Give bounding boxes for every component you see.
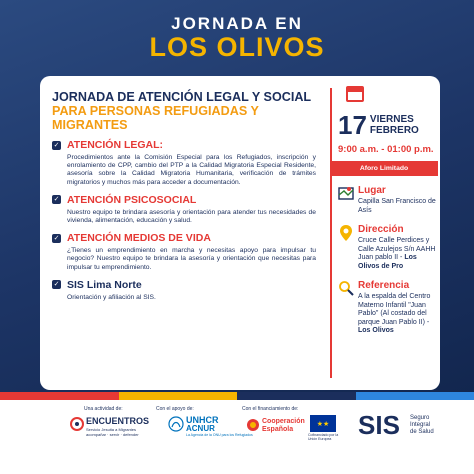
label-financiamiento: Con el financiamiento de: bbox=[242, 406, 299, 412]
encuentros-name: ENCUENTROS bbox=[86, 416, 150, 426]
section-text: Nuestro equipo te brindara asesoría y orientación para atender tus necesidades de vivienda, alimentación, educación y salud. bbox=[67, 208, 316, 225]
location-title: Lugar bbox=[358, 185, 386, 196]
section-title: SIS Lima Norte bbox=[67, 278, 142, 291]
unhcr-icon bbox=[168, 416, 184, 432]
event-time: 9:00 a.m. - 01:00 p.m. bbox=[338, 144, 434, 155]
section-text: Orientación y afiliación al SIS. bbox=[67, 293, 156, 301]
section-text: Procedimientos ante la Comisión Especial para los Refugiados, inscripción y enrolamiento de CPP, cambio del PTP a la Calidad Migratoria Especial Residente, asesoría sobre la Calidad Migratoria Humanitaria, verificación de trámites migratorios y muchos más para acceder a documentación. bbox=[67, 154, 316, 186]
unhcr-sub: La Agencia de la ONU para los Refugiados bbox=[186, 433, 253, 437]
check-icon: ✓ bbox=[53, 141, 60, 149]
magnifier-icon bbox=[338, 280, 354, 336]
day-number: 17 bbox=[338, 110, 367, 140]
acnur-text: ACNUR bbox=[186, 424, 215, 433]
label-actividad: Una actividad de: bbox=[84, 406, 123, 412]
unhcr-text: UNHCR bbox=[186, 415, 219, 425]
address-district: Los Olivos de Pro bbox=[358, 254, 417, 270]
location-block bbox=[338, 185, 436, 215]
info-card bbox=[40, 76, 440, 390]
cooperacion-line-1: Cooperación bbox=[262, 418, 305, 425]
reference-title: Referencia bbox=[358, 280, 410, 291]
section-sis bbox=[52, 279, 316, 302]
reference-block bbox=[338, 280, 436, 336]
encuentros-tag: acompañar · servir · defender bbox=[86, 432, 139, 437]
address-block bbox=[338, 224, 436, 271]
encuentros-icon bbox=[70, 417, 84, 431]
label-apoyo: Con el apoyo de: bbox=[156, 406, 194, 412]
divider bbox=[330, 88, 332, 378]
address-text: Cruce Calle Perdices y Calle Azulejos S/n AAHH Juan pablo II - Los Olivos de Pro bbox=[358, 237, 436, 270]
reference-district: Los Olivos bbox=[358, 327, 394, 334]
main-title-part-1: JORNADA DE ATENCIÓN LEGAL Y SOCIAL bbox=[52, 90, 311, 104]
check-icon: ✓ bbox=[53, 234, 60, 242]
sis-sub-2: Integral bbox=[410, 422, 431, 428]
main-title-part-2: PARA PERSONAS REFUGIADAS Y MIGRANTES bbox=[52, 104, 259, 132]
pin-icon bbox=[338, 224, 354, 271]
eu-caption: Cofinanciado por la Unión Europea bbox=[308, 433, 339, 441]
weekday: VIERNES bbox=[369, 114, 414, 125]
event-date bbox=[338, 112, 436, 138]
check-icon: ✓ bbox=[53, 281, 60, 289]
sis-sub-3: de Salud bbox=[410, 429, 434, 435]
section-medios-de-vida bbox=[52, 232, 316, 272]
sis-sub-1: Seguro bbox=[410, 415, 430, 421]
map-icon bbox=[338, 185, 354, 215]
encuentros-sub: Servicio Jesuita a Migrantes bbox=[86, 427, 137, 432]
main-title bbox=[52, 90, 316, 132]
capacity-banner: Aforo Limitado bbox=[330, 161, 438, 176]
sis-text: SIS bbox=[358, 410, 400, 440]
event-details-column bbox=[338, 86, 436, 336]
location-text: Capilla San Francisco de Asís bbox=[358, 198, 436, 214]
reference-text: A la espalda del Centro Materno Infantil "Juan Pablo" (Al costado del parque Juan Pablo II) - Los Olivos bbox=[358, 293, 431, 334]
calendar-icon bbox=[346, 86, 364, 102]
color-stripe bbox=[0, 392, 474, 400]
eu-flag-icon: ★★ bbox=[310, 415, 336, 432]
section-title: ATENCIÓN MEDIOS DE VIDA bbox=[67, 232, 211, 245]
services-column bbox=[52, 90, 316, 302]
address-title: Dirección bbox=[358, 224, 404, 235]
header-line-2: LOS OLIVOS bbox=[149, 32, 325, 62]
month: FEBRERO bbox=[369, 125, 419, 136]
footer bbox=[0, 400, 474, 474]
check-icon: ✓ bbox=[53, 196, 60, 204]
section-title: ATENCIÓN PSICOSOCIAL bbox=[67, 193, 197, 206]
cooperacion-icon bbox=[246, 418, 260, 432]
header-line-1: JORNADA EN bbox=[171, 14, 303, 33]
section-text: ¿Tienes un emprendimiento en marcha y necesitas apoyo para impulsar tu negocio? Nuestro equipo te brindara la asesoría y orientación que necesitas para impulsar tu emprendimiento. bbox=[67, 247, 316, 271]
cooperacion-line-2: Española bbox=[262, 426, 294, 433]
section-legal bbox=[52, 139, 316, 187]
section-title: ATENCIÓN LEGAL: bbox=[67, 139, 164, 151]
section-psicosocial bbox=[52, 194, 316, 225]
